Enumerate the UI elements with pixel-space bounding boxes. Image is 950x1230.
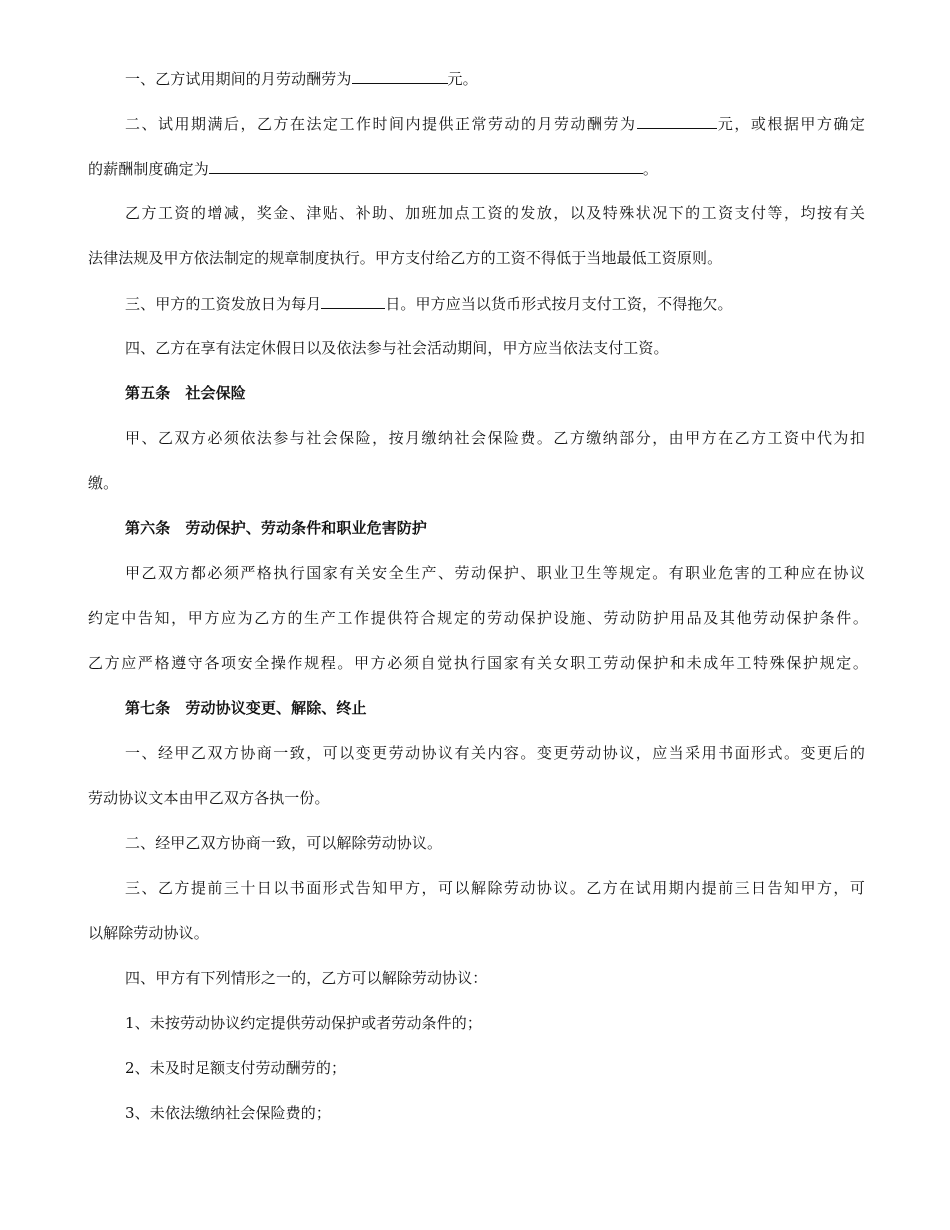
text-line: 甲乙双方都必须严格执行国家有关安全生产、劳动保护、职业卫生等规定。有职业危害的工种应在协议 bbox=[125, 564, 865, 582]
fill-in-blank bbox=[637, 113, 717, 129]
list-item: 3、未依法缴纳社会保险费的； bbox=[125, 1104, 331, 1122]
text-line: 二、经甲乙双方协商一致，可以解除劳动协议。 bbox=[125, 834, 443, 852]
text-line: 一、乙方试用期间的月劳动酬劳为 元。 bbox=[125, 70, 478, 88]
text-line: 缴。 bbox=[88, 474, 119, 492]
fill-in-blank bbox=[209, 158, 643, 174]
text-line: 以解除劳动协议。 bbox=[88, 924, 209, 942]
text-line: 二、试用期满后，乙方在法定工作时间内提供正常劳动的月劳动酬劳为 元，或根据甲方确定 bbox=[125, 115, 865, 133]
section-heading: 第六条 劳动保护、劳动条件和职业危害防护 bbox=[125, 519, 428, 537]
list-item: 2、未及时足额支付劳动酬劳的； bbox=[125, 1059, 347, 1077]
text-line: 乙方应严格遵守各项安全操作规程。甲方必须自觉执行国家有关女职工劳动保护和未成年工特殊保护规定。 bbox=[88, 654, 868, 672]
text-line: 一、经甲乙双方协商一致，可以变更劳动协议有关内容。变更劳动协议，应当采用书面形式。变更后的 bbox=[125, 744, 865, 762]
fill-in-blank bbox=[352, 68, 448, 84]
fill-in-blank bbox=[321, 293, 385, 309]
list-item: 1、未按劳动协议约定提供劳动保护或者劳动条件的； bbox=[125, 1014, 482, 1032]
text-line: 甲、乙双方必须依法参与社会保险，按月缴纳社会保险费。乙方缴纳部分，由甲方在乙方工资中代为扣 bbox=[125, 429, 865, 447]
text-line: 四、乙方在享有法定休假日以及依法参与社会活动期间，甲方应当依法支付工资。 bbox=[125, 339, 669, 357]
text-line: 约定中告知，甲方应为乙方的生产工作提供符合规定的劳动保护设施、劳动防护用品及其他劳动保护条件。 bbox=[88, 609, 868, 627]
text-line: 三、乙方提前三十日以书面形式告知甲方，可以解除劳动协议。乙方在试用期内提前三日告知甲方，可 bbox=[125, 879, 865, 897]
text-line: 劳动协议文本由甲乙双方各执一份。 bbox=[88, 789, 330, 807]
text-line: 的薪酬制度确定为 。 bbox=[88, 160, 658, 178]
section-heading: 第五条 社会保险 bbox=[125, 384, 246, 402]
text-line: 乙方工资的增减，奖金、津贴、补助、加班加点工资的发放，以及特殊状况下的工资支付等，均按有关 bbox=[125, 204, 865, 222]
text-line: 四、甲方有下列情形之一的，乙方可以解除劳动协议： bbox=[125, 969, 488, 987]
text-line: 法律法规及甲方依法制定的规章制度执行。甲方支付给乙方的工资不得低于当地最低工资原则。 bbox=[88, 249, 723, 267]
section-heading: 第七条 劳动协议变更、解除、终止 bbox=[125, 699, 367, 717]
text-line: 三、甲方的工资发放日为每月 日。甲方应当以货币形式按月支付工资，不得拖欠。 bbox=[125, 295, 733, 313]
